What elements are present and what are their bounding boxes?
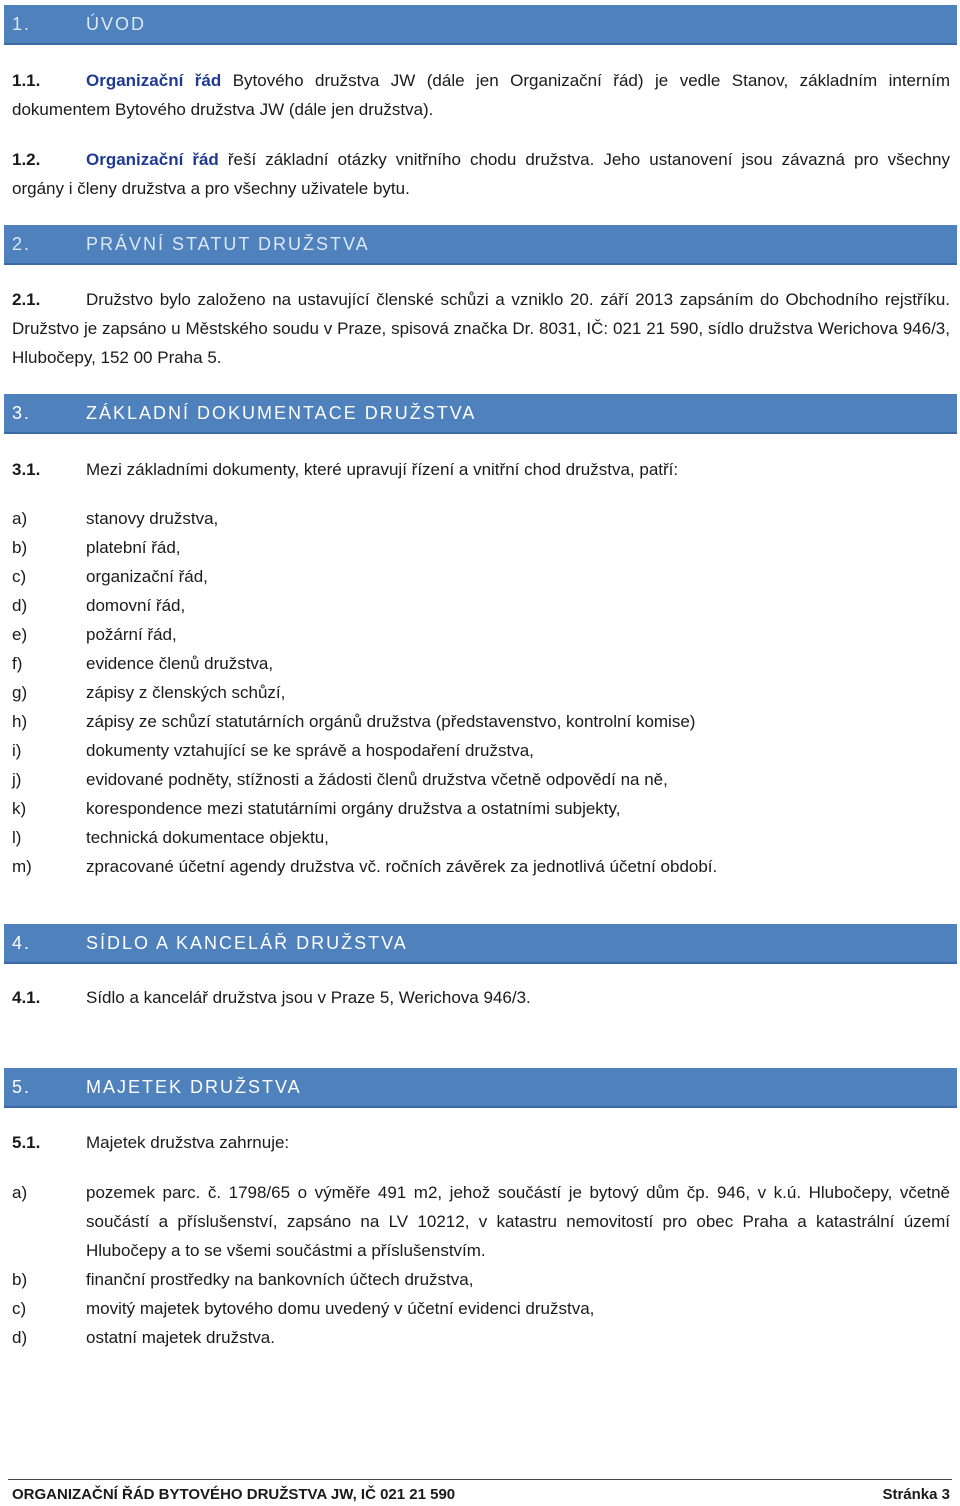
list-letter: b) — [12, 1270, 28, 1289]
paragraph-2-1 — [12, 285, 950, 372]
highlight-term: Organizační řád — [86, 150, 219, 169]
list-text: zápisy ze schůzí statutárních orgánů družstva (představenstvo, kontrolní komise) — [86, 712, 696, 731]
list-text: evidence členů družstva, — [86, 654, 274, 673]
section-header-4 — [4, 924, 957, 964]
list-letter: i) — [12, 741, 22, 760]
list-letter: j) — [12, 770, 22, 789]
list-letter: h) — [12, 712, 28, 731]
section-title: ÚVOD — [86, 13, 147, 34]
list-letter: g) — [12, 683, 28, 702]
list-letter: c) — [12, 1299, 27, 1318]
list-item — [12, 736, 950, 765]
page-footer — [12, 1486, 950, 1503]
list-text: platební řád, — [86, 538, 181, 557]
section-header-3 — [4, 394, 957, 434]
paragraph-1-1 — [12, 66, 950, 124]
list-text: movitý majetek bytového domu uvedený v účetní evidenci družstva, — [86, 1299, 595, 1318]
list-letter: d) — [12, 1328, 28, 1347]
footer-document-title: ORGANIZAČNÍ ŘÁD BYTOVÉHO DRUŽSTVA JW, IČ 021 21 590 — [12, 1486, 456, 1503]
section-header-2 — [4, 225, 957, 265]
list-item — [12, 504, 950, 533]
list-item — [12, 823, 950, 852]
footer-divider — [8, 1479, 952, 1480]
list-item — [12, 765, 950, 794]
list-letter: m) — [12, 857, 32, 876]
list-item — [12, 562, 950, 591]
list-item — [12, 649, 950, 678]
list-letter: e) — [12, 625, 28, 644]
section-header-5 — [4, 1068, 957, 1108]
paragraph-number: 3.1. — [12, 460, 41, 479]
paragraph-number: 2.1. — [12, 290, 41, 309]
list-letter: k) — [12, 799, 27, 818]
section-number: 1. — [12, 13, 32, 34]
list-letter: d) — [12, 596, 28, 615]
list-text: technická dokumentace objektu, — [86, 828, 329, 847]
list-text: organizační řád, — [86, 567, 208, 586]
list-text: evidované podněty, stížnosti a žádosti členů družstva včetně odpovědí na ně, — [86, 770, 668, 789]
highlight-term: Organizační řád — [86, 71, 222, 90]
list-item — [12, 591, 950, 620]
paragraph-text: Sídlo a kancelář družstva jsou v Praze 5, Werichova 946/3. — [86, 988, 531, 1007]
documents-list — [12, 504, 950, 881]
list-text: zpracované účetní agendy družstva vč. ročních závěrek za jednotlivá účetní období. — [86, 857, 718, 876]
list-item — [12, 852, 950, 881]
list-item — [12, 794, 950, 823]
list-text: pozemek parc. č. 1798/65 o výměře 491 m2, jehož součástí je bytový dům čp. 946, v k.ú. Hlubočepy, včetně součástí a příslušenství, zapsáno na LV 10212, v katastru nemovitostí pro obec Praha a katastrální území Hlubočepy a to se všemi součástmi a příslušenstvím. — [86, 1183, 950, 1260]
section-title: MAJETEK DRUŽSTVA — [86, 1076, 302, 1097]
list-text: korespondence mezi statutárními orgány družstva a ostatními subjekty, — [86, 799, 621, 818]
paragraph-text: Družstvo bylo založeno na ustavující členské schůzi a vzniklo 20. září 2013 zapsáním do Obchodního rejstříku. Družstvo je zapsáno u Městského soudu v Praze, spisová značka Dr. 8031, IČ: 021 21 590, sídlo družstva Werichova 946/3, Hlubočepy, 152 00 Praha 5. — [12, 290, 950, 367]
list-item — [12, 620, 950, 649]
paragraph-number: 1.1. — [12, 71, 41, 90]
paragraph-3-1 — [12, 455, 950, 484]
list-text: požární řád, — [86, 625, 177, 644]
section-title: ZÁKLADNÍ DOKUMENTACE DRUŽSTVA — [86, 402, 477, 423]
paragraph-text: Mezi základními dokumenty, které upravují řízení a vnitřní chod družstva, patří: — [86, 460, 679, 479]
list-letter: f) — [12, 654, 23, 673]
paragraph-text: řeší základní otázky vnitřního chodu družstva. Jeho ustanovení jsou závazná pro všechny orgány i členy družstva a pro všechny uživatele bytu. — [12, 150, 950, 198]
paragraph-4-1 — [12, 983, 950, 1012]
list-letter: c) — [12, 567, 27, 586]
list-text: ostatní majetek družstva. — [86, 1328, 275, 1347]
list-text: stanovy družstva, — [86, 509, 219, 528]
list-text: zápisy z členských schůzí, — [86, 683, 286, 702]
section-header-1 — [4, 5, 957, 45]
paragraph-text: Majetek družstva zahrnuje: — [86, 1133, 290, 1152]
list-item — [12, 1294, 950, 1323]
list-item — [12, 1178, 950, 1265]
section-title: PRÁVNÍ STATUT DRUŽSTVA — [86, 233, 370, 254]
list-letter: b) — [12, 538, 28, 557]
list-item — [12, 1265, 950, 1294]
paragraph-number: 5.1. — [12, 1133, 41, 1152]
list-text: finanční prostředky na bankovních účtech družstva, — [86, 1270, 474, 1289]
list-item — [12, 1323, 950, 1352]
section-number: 2. — [12, 233, 32, 254]
paragraph-text: Bytového družstva JW (dále jen Organizační řád) je vedle Stanov, základním interním dokumentem Bytového družstva JW (dále jen družstva). — [12, 71, 950, 119]
list-item — [12, 678, 950, 707]
paragraph-number: 1.2. — [12, 150, 41, 169]
list-letter: l) — [12, 828, 22, 847]
section-title: SÍDLO A KANCELÁŘ DRUŽSTVA — [86, 932, 408, 953]
paragraph-number: 4.1. — [12, 988, 41, 1007]
footer-page-number: Stránka 3 — [882, 1486, 950, 1503]
section-number: 3. — [12, 402, 32, 423]
list-letter: a) — [12, 1183, 28, 1202]
paragraph-1-2 — [12, 145, 950, 203]
list-text: domovní řád, — [86, 596, 186, 615]
section-number: 4. — [12, 932, 32, 953]
assets-list — [12, 1178, 950, 1352]
section-number: 5. — [12, 1076, 32, 1097]
list-letter: a) — [12, 509, 28, 528]
list-text: dokumenty vztahující se ke správě a hospodaření družstva, — [86, 741, 534, 760]
list-item — [12, 707, 950, 736]
paragraph-5-1 — [12, 1128, 950, 1157]
list-item — [12, 533, 950, 562]
